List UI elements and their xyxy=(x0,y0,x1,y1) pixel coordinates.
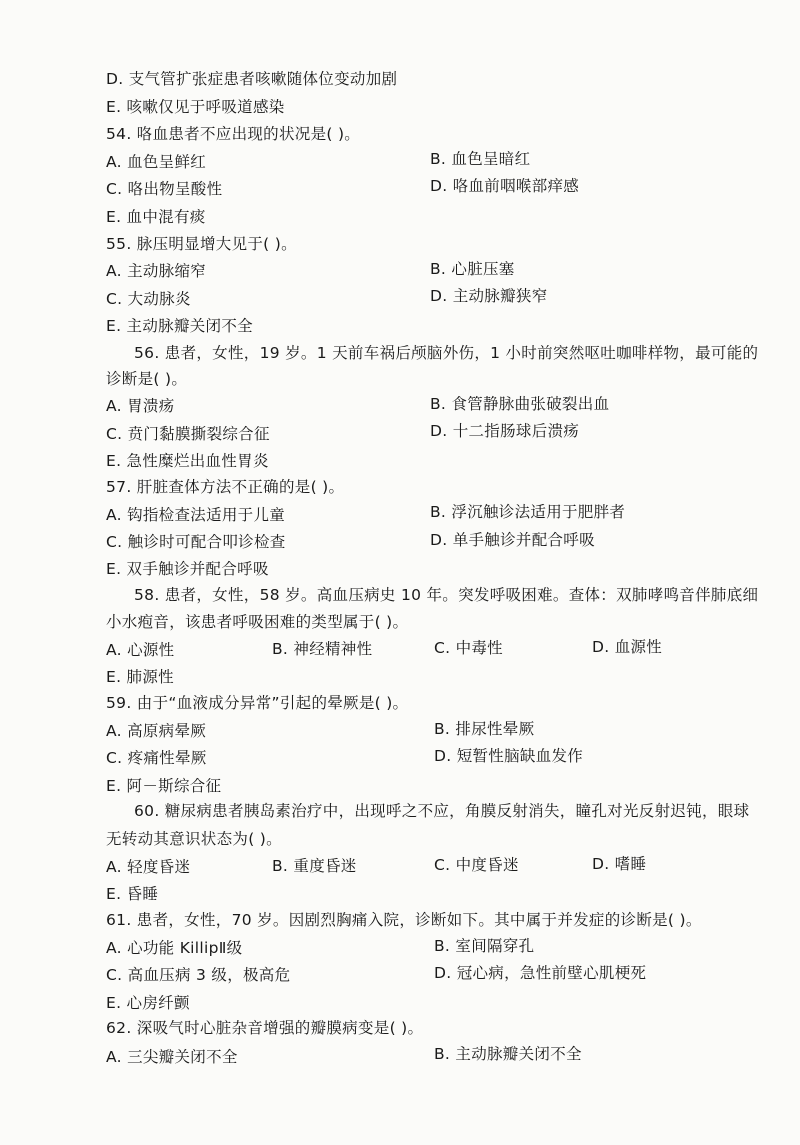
q55-option-e: E. 主动脉瓣关闭不全 xyxy=(106,317,253,335)
q55-option-c: C. 大动脉炎 xyxy=(106,290,191,308)
q54-option-b: B. 血色呈暗红 xyxy=(430,150,531,168)
q57-option-d: D. 单手触诊并配合呼吸 xyxy=(430,531,595,549)
q53-option-e: E. 咳嗽仅见于呼吸道感染 xyxy=(106,98,285,116)
q56-stem-line2: 诊断是( )。 xyxy=(106,370,188,388)
q59-option-c: C. 疼痛性晕厥 xyxy=(106,749,207,767)
q55-option-a: A. 主动脉缩窄 xyxy=(106,262,207,280)
q58-stem-line2: 小水疱音，该患者呼吸困难的类型属于( )。 xyxy=(106,613,409,631)
q60-option-e: E. 昏睡 xyxy=(106,885,159,903)
q59-option-d: D. 短暂性脑缺血发作 xyxy=(434,747,584,765)
q57-option-e: E. 双手触诊并配合呼吸 xyxy=(106,560,269,578)
q56-option-c: C. 贲门黏膜撕裂综合征 xyxy=(106,425,270,443)
q62-option-a: A. 三尖瓣关闭不全 xyxy=(106,1048,238,1066)
q61-option-d: D. 冠心病，急性前壁心肌梗死 xyxy=(434,964,647,982)
q57-option-a: A. 钩指检查法适用于儿童 xyxy=(106,506,286,524)
q56-option-a: A. 胃溃疡 xyxy=(106,397,175,415)
q61-option-e: E. 心房纤颤 xyxy=(106,994,190,1012)
q60-stem-line2: 无转动其意识状态为( )。 xyxy=(106,830,282,848)
q62-option-b: B. 主动脉瓣关闭不全 xyxy=(434,1045,582,1063)
q55-option-b: B. 心脏压塞 xyxy=(430,260,515,278)
q58-option-e: E. 肺源性 xyxy=(106,668,174,686)
q55-option-d: D. 主动脉瓣狭窄 xyxy=(430,287,548,305)
q56-option-b: B. 食管静脉曲张破裂出血 xyxy=(430,395,610,413)
q61-option-a: A. 心功能 KillipⅡ级 xyxy=(106,939,243,957)
q56-stem-line1: 56. 患者，女性，19 岁。1 天前车祸后颅脑外伤，1 小时前突然呕吐咖啡样物，最可能的 xyxy=(134,344,759,362)
q62-stem: 62. 深吸气时心脏杂音增强的瓣膜病变是( )。 xyxy=(106,1019,424,1037)
q55-stem: 55. 脉压明显增大见于( )。 xyxy=(106,235,297,253)
q59-option-e: E. 阿－斯综合征 xyxy=(106,777,222,795)
q60-option-c: C. 中度昏迷 xyxy=(434,856,519,874)
q57-stem: 57. 肝脏查体方法不正确的是( )。 xyxy=(106,478,345,496)
q60-stem-line1: 60. 糖尿病患者胰岛素治疗中，出现呼之不应，角膜反射消失，瞳孔对光反射迟钝，眼球 xyxy=(134,802,750,820)
q54-option-d: D. 咯血前咽喉部痒感 xyxy=(430,177,580,195)
q57-option-b: B. 浮沉触诊法适用于肥胖者 xyxy=(430,503,626,521)
q54-stem: 54. 咯血患者不应出现的状况是( )。 xyxy=(106,125,361,143)
q61-option-b: B. 室间隔穿孔 xyxy=(434,937,535,955)
q54-option-e: E. 血中混有痰 xyxy=(106,208,206,226)
q54-option-a: A. 血色呈鲜红 xyxy=(106,153,207,171)
q56-option-d: D. 十二指肠球后溃疡 xyxy=(430,422,580,440)
q60-option-b: B. 重度昏迷 xyxy=(272,857,357,875)
q57-option-c: C. 触诊时可配合叩诊检查 xyxy=(106,533,286,551)
q53-option-d: D. 支气管扩张症患者咳嗽随体位变动加剧 xyxy=(106,70,398,88)
q59-option-a: A. 高原病晕厥 xyxy=(106,722,207,740)
q60-option-d: D. 嗜睡 xyxy=(592,855,647,873)
q54-option-c: C. 咯出物呈酸性 xyxy=(106,180,223,198)
q56-option-e: E. 急性糜烂出血性胃炎 xyxy=(106,452,269,470)
q60-option-a: A. 轻度昏迷 xyxy=(106,858,191,876)
q61-stem: 61. 患者，女性，70 岁。因剧烈胸痛入院，诊断如下。其中属于并发症的诊断是( )。 xyxy=(106,911,702,929)
q58-option-c: C. 中毒性 xyxy=(434,639,503,657)
q58-option-d: D. 血源性 xyxy=(592,638,663,656)
q59-stem: 59. 由于“血液成分异常”引起的晕厥是( )。 xyxy=(106,694,409,712)
q61-option-c: C. 高血压病 3 级，极高危 xyxy=(106,966,291,984)
q59-option-b: B. 排尿性晕厥 xyxy=(434,720,535,738)
q58-stem-line1: 58. 患者，女性，58 岁。高血压病史 10 年。突发呼吸困难。查体：双肺哮鸣音伴肺底细 xyxy=(134,586,759,604)
q58-option-b: B. 神经精神性 xyxy=(272,640,373,658)
q58-option-a: A. 心源性 xyxy=(106,641,175,659)
